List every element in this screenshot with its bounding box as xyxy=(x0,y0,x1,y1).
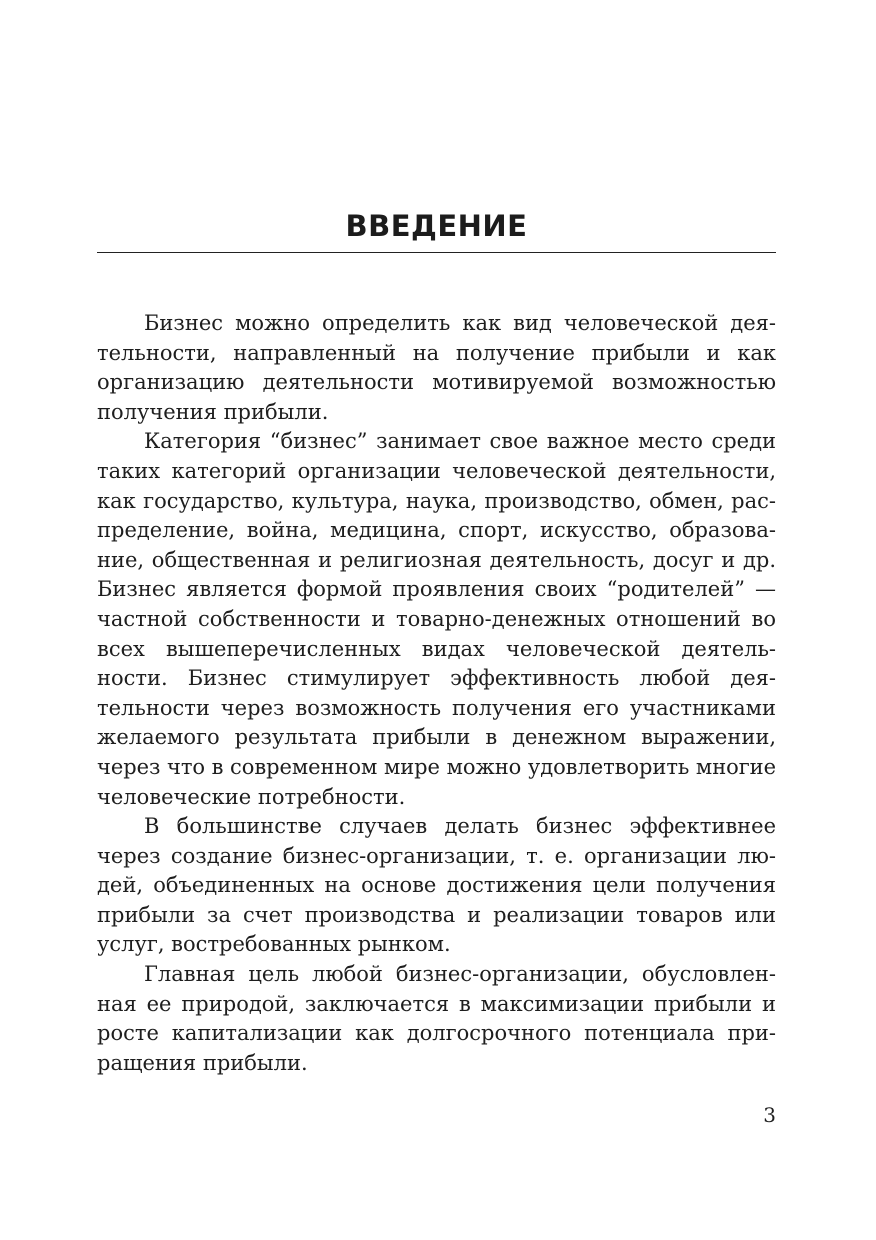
text-line: Бизнес можно определить как вид человеческой дея- xyxy=(144,311,776,335)
paragraph xyxy=(97,309,776,427)
text-line: через что в современном мире можно удовлетворить многие xyxy=(97,754,776,779)
text-line: услуг, востребованных рынком. xyxy=(97,932,451,957)
text-line: таких категорий организации человеческой деятельности, xyxy=(97,458,776,483)
text-line: Главная цель любой бизнес-организации, обусловлен- xyxy=(144,962,776,987)
text-line: всех вышеперечисленных видах человеческой деятель- xyxy=(97,636,776,661)
text-line: получения прибыли. xyxy=(97,399,329,424)
text-line: дей, объединенных на основе достижения цели получения xyxy=(97,873,776,898)
text-line: организацию деятельности мотивируемой возможностью xyxy=(97,370,776,395)
heading-underline xyxy=(97,252,776,253)
paragraph xyxy=(97,960,776,1078)
text-line: пределение, война, медицина, спорт, искусство, образова- xyxy=(97,518,776,543)
text-line: как государство, культура, наука, производство, обмен, рас- xyxy=(97,488,776,513)
text-line: частной собственности и товарно-денежных отношений во xyxy=(97,606,776,631)
text-line: ная ее природой, заключается в максимизации прибыли и xyxy=(97,991,776,1016)
text-line: тельности через возможность получения его участниками xyxy=(97,695,776,720)
text-line: прибыли за счет производства и реализации товаров или xyxy=(97,902,776,927)
body-text xyxy=(97,309,776,1078)
text-line: ние, общественная и религиозная деятельность, досуг и др. xyxy=(97,547,776,572)
chapter-heading: ВВЕДЕНИЕ xyxy=(345,209,528,243)
text-line: ности. Бизнес стимулирует эффективность любой дея- xyxy=(97,666,776,691)
text-line: желаемого результата прибыли в денежном выражении, xyxy=(97,725,776,750)
text-line: тельности, направленный на получение прибыли и как xyxy=(97,340,776,365)
text-line: Бизнес является формой проявления своих “родителей” — xyxy=(97,577,776,602)
text-line: В большинстве случаев делать бизнес эффективнее xyxy=(144,814,776,839)
page-number: 3 xyxy=(763,1103,776,1127)
text-line: ращения прибыли. xyxy=(97,1050,308,1075)
text-line: росте капитализации как долгосрочного потенциала при- xyxy=(97,1021,776,1046)
text-line: человеческие потребности. xyxy=(97,784,406,809)
text-line: через создание бизнес-организации, т. е. организации лю- xyxy=(97,843,776,868)
paragraph xyxy=(97,812,776,960)
text-line: Категория “бизнес” занимает свое важное место среди xyxy=(144,429,776,454)
paragraph xyxy=(97,427,776,812)
